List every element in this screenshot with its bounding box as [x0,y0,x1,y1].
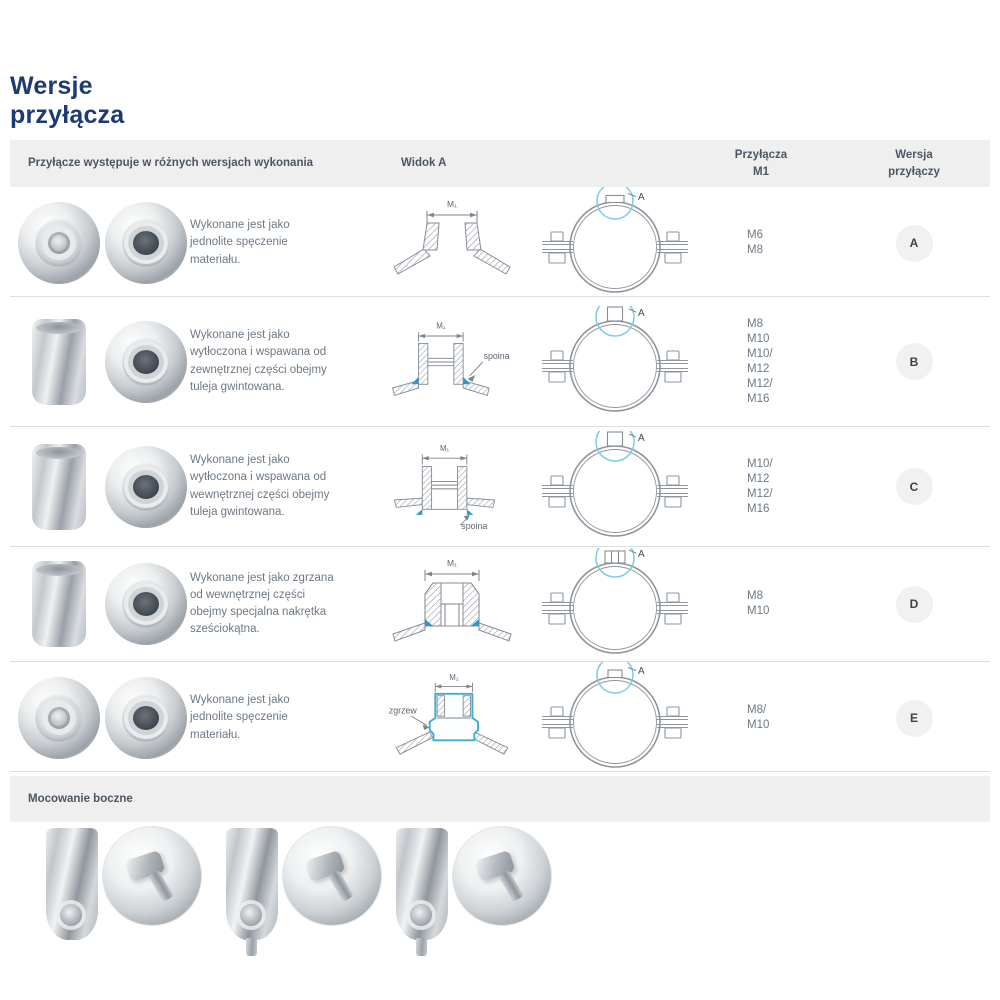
view-a-label: A [637,666,645,677]
product-photo-inside [105,677,187,759]
dim-label: M₁ [449,672,459,682]
row-description: Wykonane jest jako jednolite spęczenie materiału. [190,219,290,266]
row-photos [10,561,190,647]
dim-label: M₁ [439,443,450,453]
m1-values: M8 M10 [747,590,770,617]
clamp-view-drawing [525,306,705,418]
side-mount-bar [10,776,990,822]
product-photo-outside [32,561,86,647]
table-row [10,662,990,772]
clamp-arm-photo [226,828,278,940]
clamp-view-drawing [525,548,705,660]
view-a-label: A [637,432,645,444]
clamp-view-drawing [525,662,705,774]
cross-section-drawing [387,556,517,652]
product-photo-outside [32,444,86,530]
table-header-bar [10,140,990,187]
m1-values: M8/ M10 [747,704,770,731]
product-photo-inside [105,321,187,403]
weld-label: spoina [483,350,510,361]
view-a-label: A [637,549,645,560]
view-a-label: A [637,192,645,203]
side-mount-photo-group [390,826,560,966]
row-photos [10,444,190,530]
side-mount-photo-group [40,826,210,966]
table-row [10,427,990,547]
version-badge: C [896,468,933,505]
header-variants: Przyłącze występuje w różnych wersjach wykonania [28,157,314,170]
version-badge: E [896,700,933,737]
cross-section-drawing [387,670,517,766]
row-description: Wykonane jest jako zgrzana od wewnętrznej części obejmy specjalna nakrętka sześciokątna. [190,571,334,636]
dim-label: M₁ [447,558,457,568]
product-photo-outside [32,319,86,405]
clamp-arm-photo [396,828,448,940]
page-title [10,72,124,129]
detail-photo [282,826,382,926]
detail-photo [102,826,202,926]
cross-section-drawing [387,439,517,535]
m1-values: M6 M8 [747,229,763,256]
versions-table [10,187,990,772]
page-title-line1: Wersje [10,72,93,100]
side-mount-photo-group [220,826,390,966]
version-badge: B [896,343,933,380]
header-m1: Przyłącza M1 [734,149,788,178]
product-photo-inside [105,446,187,528]
side-mount-photos [0,826,1000,996]
row-photos [10,202,190,284]
header-view-a: Widok A [401,157,447,170]
clamp-arm-photo [46,828,98,940]
row-photos [10,319,190,405]
dim-label: M₁ [436,321,446,331]
row-description: Wykonane jest jako wytłoczona i wspawana od wewnętrznej części obejmy tuleja gwintowana. [190,454,330,518]
row-photos [10,677,190,759]
clamp-view-drawing [525,431,705,543]
cross-section-drawing [387,195,517,291]
table-row [10,187,990,297]
dim-label: M₁ [447,199,457,209]
version-badge: D [896,586,933,623]
table-row [10,297,990,427]
product-photo-outside [18,202,100,284]
row-description: Wykonane jest jako wytłoczona i wspawana od zewnętrznej części obejmy tuleja gwintowana. [190,329,327,393]
weld-label: spoina [461,520,488,531]
weld-label: zgrzew [388,705,417,716]
side-mount-title: Mocowanie boczne [28,793,133,805]
header-version: Wersja przyłączy [888,149,940,178]
detail-photo [452,826,552,926]
product-photo-outside [18,677,100,759]
table-row [10,547,990,662]
product-photo-inside [105,563,187,645]
m1-values: M8 M10 M10/ M12 M12/ M16 [747,317,773,405]
cross-section-drawing [387,314,517,410]
version-badge: A [896,225,933,262]
product-photo-inside [105,202,187,284]
m1-values: M10/ M12 M12/ M16 [747,457,773,515]
clamp-view-drawing [525,187,705,299]
row-description: Wykonane jest jako jednolite spęczenie materiału. [190,694,290,741]
view-a-label: A [637,307,645,319]
page-title-line2: przyłącza [10,100,125,129]
